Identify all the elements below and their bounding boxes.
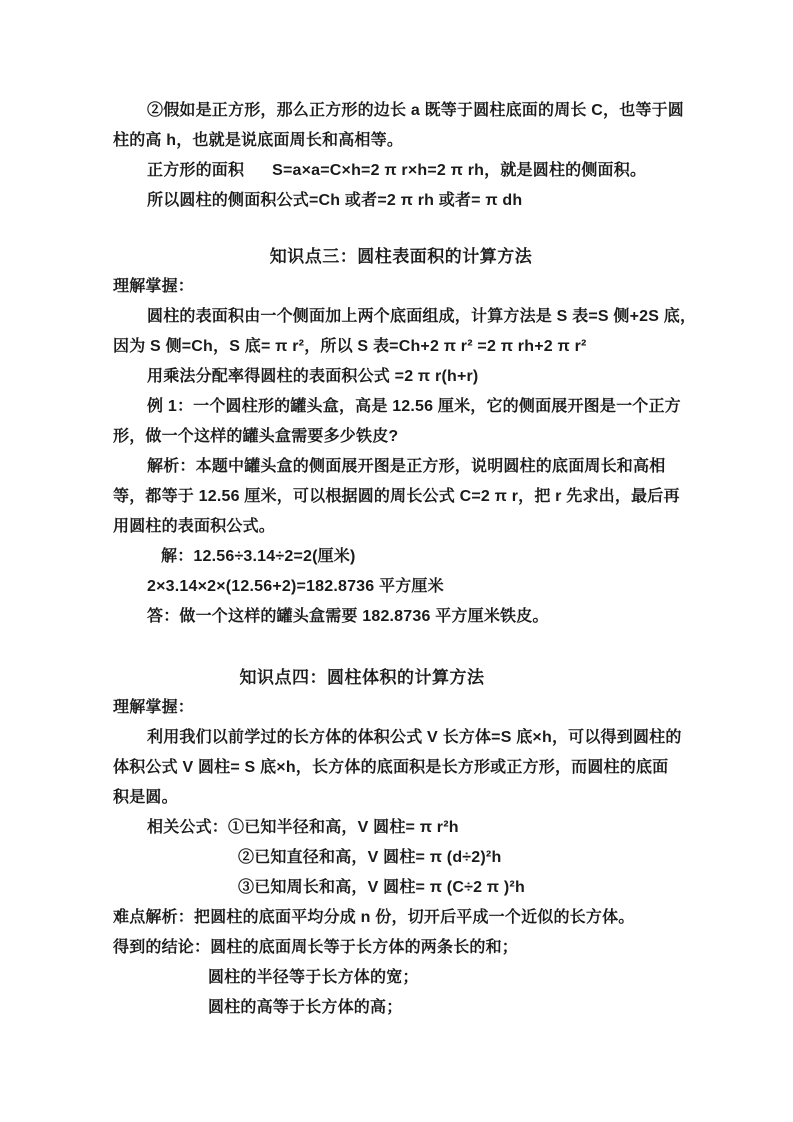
example-1-answer-line: 答：做一个这样的罐头盒需要 182.8736 平方厘米铁皮。 — [147, 608, 549, 625]
volume-derive-line-2: 体积公式 V 圆柱= S 底×h，长方体的底面积是长方形或正方形，而圆柱的底面 — [113, 759, 669, 776]
heading-knowledge-point-4: 知识点四：圆柱体积的计算方法 — [239, 668, 485, 687]
volume-formula-circumference-line: ③已知周长和高，V 圆柱= π (C÷2 π )²h — [238, 879, 525, 896]
example-1-analysis-line-2: 等，都等于 12.56 厘米，可以根据圆的周长公式 C=2 π r，把 r 先求出，最后再 — [113, 488, 680, 505]
example-1-analysis-line-1: 解析：本题中罐头盒的侧面展开图是正方形，说明圆柱的底面周长和高相 — [147, 458, 666, 475]
volume-formula-diameter-line: ②已知直径和高，V 圆柱= π (d÷2)²h — [238, 849, 502, 866]
conclusion-line-2: 圆柱的半径等于长方体的宽； — [208, 969, 419, 986]
surface-area-formula-line: 用乘法分配率得圆柱的表面积公式 =2 π r(h+r) — [147, 368, 479, 385]
example-1-line-2: 形，做一个这样的罐头盒需要多少铁皮? — [113, 428, 399, 445]
surface-area-explain-line-2: 因为 S 侧=Ch，S 底= π r²，所以 S 表=Ch+2 π r² =2 π rh+2 π r² — [113, 338, 587, 355]
volume-formula-radius-line: 相关公式：①已知半径和高，V 圆柱= π r²h — [147, 819, 459, 836]
example-1-line-1: 例 1：一个圆柱形的罐头盒，高是 12.56 厘米，它的侧面展开图是一个正方 — [147, 398, 681, 415]
grasp-label-3: 理解掌握： — [113, 278, 195, 295]
conclusion-line-3: 圆柱的高等于长方体的高； — [208, 999, 403, 1016]
example-1-solution-step-1: 解：12.56÷3.14÷2=2(厘米) — [161, 548, 356, 565]
difficulty-analysis-line: 难点解析：把圆柱的底面平均分成 n 份，切开后平成一个近似的长方体。 — [113, 909, 635, 926]
side-area-square-case-line-1: ②假如是正方形，那么正方形的边长 a 既等于圆柱底面的周长 C，也等于圆 — [147, 102, 684, 119]
square-area-formula-line: 正方形的面积 S=a×a=C×h=2 π r×h=2 π rh，就是圆柱的侧面积。 — [147, 162, 647, 179]
volume-derive-line-1: 利用我们以前学过的长方体的体积公式 V 长方体=S 底×h，可以得到圆柱的 — [147, 729, 682, 746]
surface-area-explain-line-1: 圆柱的表面积由一个侧面加上两个底面组成，计算方法是 S 表=S 侧+2S 底， — [147, 308, 697, 325]
heading-knowledge-point-3: 知识点三：圆柱表面积的计算方法 — [269, 247, 533, 266]
volume-derive-line-3: 积是圆。 — [113, 789, 178, 806]
side-area-formula-line: 所以圆柱的侧面积公式=Ch 或者=2 π rh 或者= π dh — [147, 192, 523, 209]
example-1-analysis-line-3: 用圆柱的表面积公式。 — [113, 518, 276, 535]
document-content — [113, 96, 713, 1023]
example-1-solution-step-2: 2×3.14×2×(12.56+2)=182.8736 平方厘米 — [147, 578, 444, 595]
conclusion-line-1: 得到的结论：圆柱的底面周长等于长方体的两条长的和； — [113, 939, 519, 956]
side-area-square-case-line-2: 柱的高 h，也就是说底面周长和高相等。 — [113, 132, 404, 149]
grasp-label-4: 理解掌握： — [113, 699, 195, 716]
